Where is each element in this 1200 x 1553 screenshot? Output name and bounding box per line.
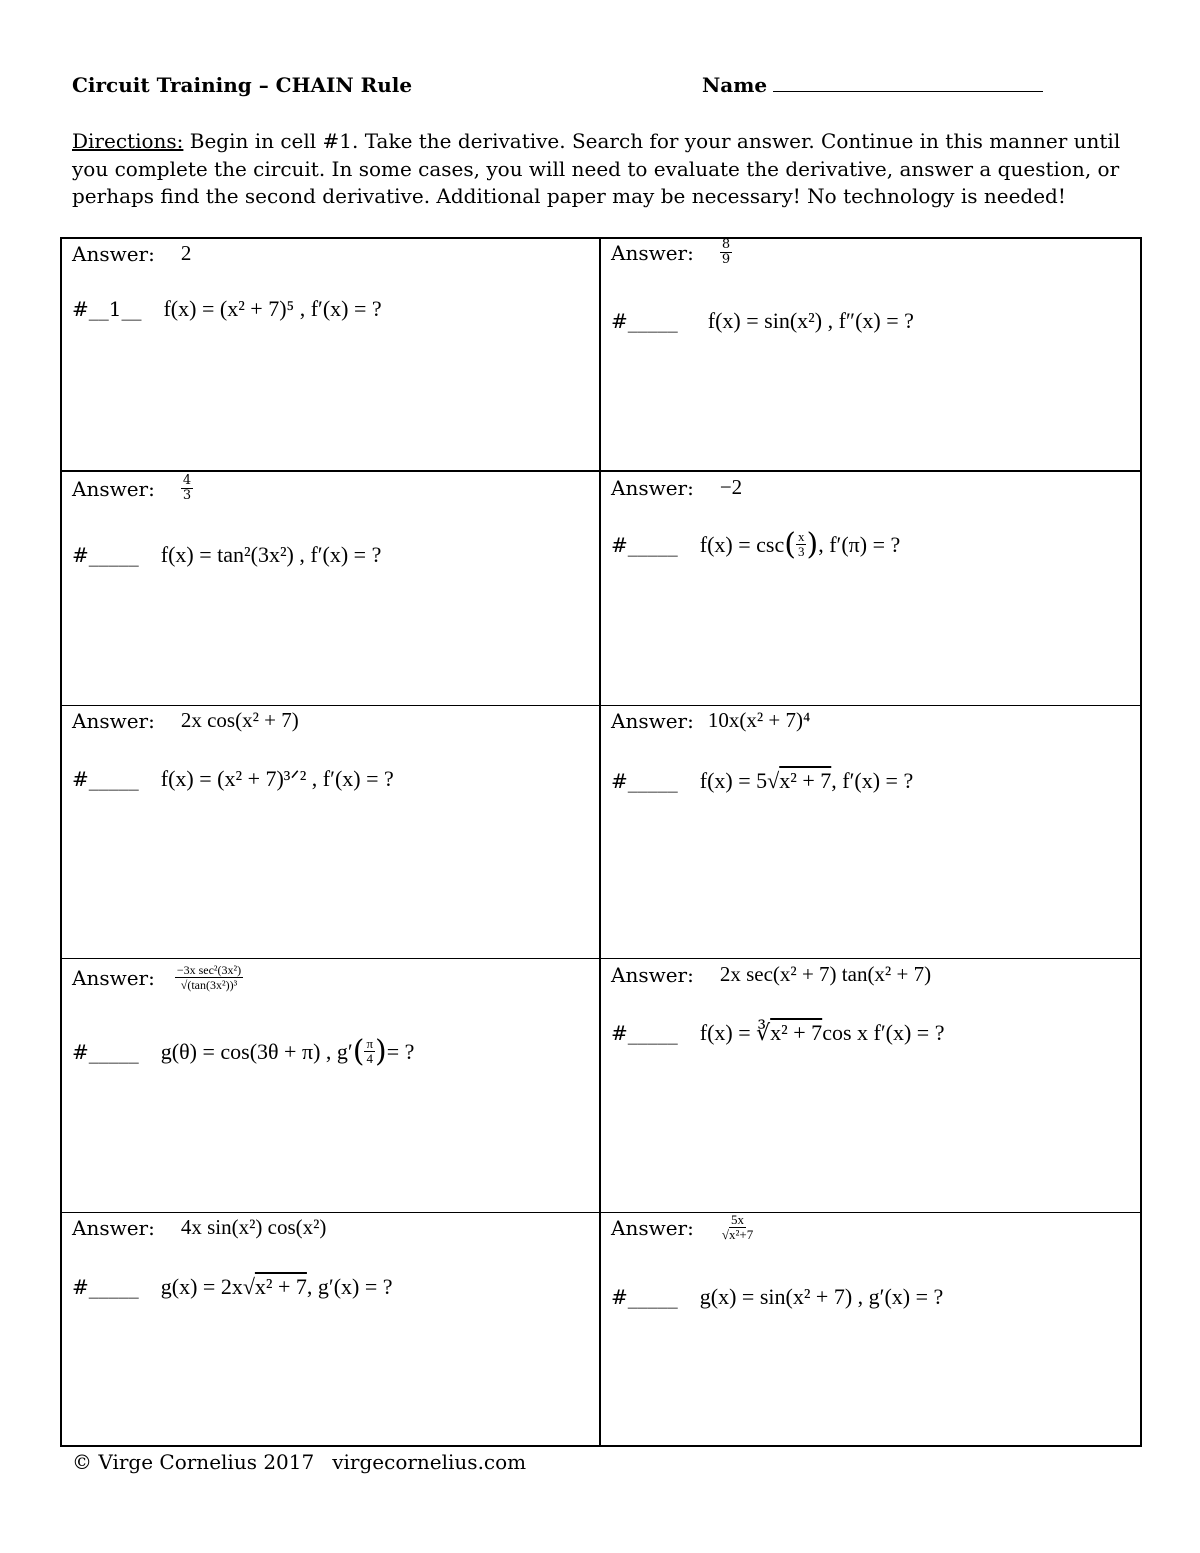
answer-label: Answer:: [611, 1215, 694, 1240]
problem: [72, 766, 394, 792]
circuit-cell-9: [72, 1215, 592, 1240]
cell-number: #_____: [611, 1285, 678, 1309]
answer-denominator: 9: [721, 252, 731, 267]
answer-value: 4x sin(x²) cos(x²): [180, 1215, 327, 1239]
answer-value: 2x sec(x² + 7) tan(x² + 7): [719, 962, 932, 986]
answer-denominator: √x²+7: [721, 1227, 754, 1242]
problem: [72, 1033, 415, 1069]
cell-number: #_____: [611, 769, 678, 793]
problem-expression-start: g(x) = 2x√: [160, 1274, 255, 1299]
fraction-numerator: π: [366, 1036, 374, 1051]
paren-open: (: [784, 526, 796, 562]
cell-number: #_____: [611, 309, 678, 333]
problem-expression: f(x) = tan²(3x²) , f′(x) = ?: [160, 542, 382, 567]
problem: [72, 1274, 393, 1300]
problem: [72, 296, 382, 322]
cell-number: #__1__: [72, 297, 142, 321]
answer-numerator: 5x: [731, 1212, 745, 1227]
cell-number: #_____: [611, 532, 678, 557]
problem-expression-end: , f′(π) = ?: [818, 531, 901, 557]
paren-close: ): [375, 1033, 387, 1069]
answer-label: Answer:: [72, 965, 155, 990]
worksheet-title: Circuit Training – CHAIN Rule: [72, 73, 413, 97]
copyright: © Virge Cornelius 2017: [72, 1450, 315, 1474]
circuit-cell-5: [72, 708, 592, 733]
website-link[interactable]: virgecornelius.com: [332, 1450, 527, 1474]
answer-fraction: [720, 1213, 755, 1242]
radicand: x² + 7: [770, 1020, 823, 1045]
circuit-cell-4: [611, 475, 1131, 500]
name-blank-line[interactable]: [773, 75, 1043, 92]
answer-fraction: [175, 963, 243, 992]
name-field[interactable]: [702, 73, 1043, 97]
circuit-cell-2: [611, 238, 1131, 267]
cell-number: #_____: [72, 767, 139, 791]
answer-denominator: 3: [182, 488, 192, 503]
problem: [72, 542, 381, 568]
problem-expression-end: cos x f′(x) = ?: [822, 1020, 945, 1045]
problem: [611, 1020, 944, 1046]
fraction-numerator: x: [797, 529, 805, 544]
name-label: Name: [702, 73, 768, 97]
radicand: x² + 7: [779, 768, 832, 793]
footer: [72, 1450, 526, 1474]
directions: [72, 128, 1132, 211]
problem-expression: f(x) = (x² + 7)³ᐟ² , f′(x) = ?: [160, 766, 394, 791]
problem-expression: f(x) = (x² + 7)⁵ , f′(x) = ?: [163, 296, 382, 321]
cell-number: #_____: [72, 543, 139, 567]
problem-expression-end: , f′(x) = ?: [831, 768, 914, 793]
problem-expression-start: f(x) = ∛: [699, 1020, 771, 1045]
answer-label: Answer:: [72, 708, 155, 733]
answer-label: Answer:: [72, 1215, 155, 1240]
problem-expression-start: g(θ) = cos(3θ + π) , g′: [160, 1038, 353, 1064]
circuit-cell-3: [72, 474, 592, 503]
answer-label: Answer:: [611, 475, 694, 500]
answer-numerator: 4: [182, 473, 192, 488]
grid-divider: [60, 470, 1142, 472]
paren-close: ): [806, 526, 819, 562]
answer-fraction: [181, 474, 193, 503]
problem-expression: f(x) = sin(x²) , f″(x) = ?: [707, 308, 914, 333]
answer-value: 2x cos(x² + 7): [180, 708, 299, 732]
problem: [611, 308, 914, 334]
answer-label: Answer:: [611, 708, 694, 733]
grid-divider: [60, 958, 1142, 959]
answer-label: Answer:: [72, 476, 155, 501]
answer-value: 10x(x² + 7)⁴: [707, 708, 811, 732]
paren-open: (: [352, 1033, 365, 1069]
answer-label: Answer:: [72, 241, 155, 266]
problem-expression: g(x) = sin(x² + 7) , g′(x) = ?: [699, 1284, 944, 1309]
radicand: x² + 7: [254, 1274, 307, 1299]
problem-expression-start: f(x) = 5√: [699, 768, 780, 793]
circuit-cell-10: [611, 1213, 1131, 1242]
answer-value: −2: [719, 475, 743, 499]
answer-denominator: √(tan(3x²))³: [180, 978, 238, 992]
problem-expression-start: f(x) = csc: [699, 531, 785, 557]
grid-divider-vertical: [599, 237, 601, 1447]
problem-fraction: [796, 530, 807, 559]
directions-text: Begin in cell #1. Take the derivative. Search for your answer. Continue in this manner until you complete the circuit. In some cases, you will need to evaluate the derivative, answer a question, or perhaps find the second derivative. Additional paper may be necessary! No technology is needed!: [72, 129, 1121, 208]
grid-divider: [60, 705, 1142, 706]
problem-expression-end: = ?: [386, 1038, 415, 1064]
fraction-denominator: 4: [366, 1051, 373, 1066]
answer-numerator: −3x sec²(3x²): [176, 963, 242, 977]
circuit-grid: [60, 237, 1142, 1447]
circuit-cell-6: [611, 708, 1131, 733]
answer-value: 2: [180, 241, 192, 265]
circuit-cell-8: [611, 962, 1131, 987]
problem: [611, 1284, 943, 1310]
problem: [611, 768, 913, 794]
problem-fraction: [364, 1037, 375, 1066]
answer-fraction: [720, 238, 732, 267]
cell-number: #_____: [72, 1275, 139, 1299]
circuit-cell-7: [72, 963, 592, 992]
circuit-cell-1: [72, 241, 592, 266]
answer-label: Answer:: [611, 240, 694, 265]
cell-number: #_____: [611, 1021, 678, 1045]
problem-expression-end: , g′(x) = ?: [306, 1274, 393, 1299]
directions-label: Directions:: [72, 129, 184, 153]
cell-number: #_____: [72, 1039, 139, 1064]
problem: [611, 526, 901, 562]
fraction-denominator: 3: [797, 544, 805, 559]
answer-label: Answer:: [611, 962, 694, 987]
answer-numerator: 8: [721, 237, 731, 252]
